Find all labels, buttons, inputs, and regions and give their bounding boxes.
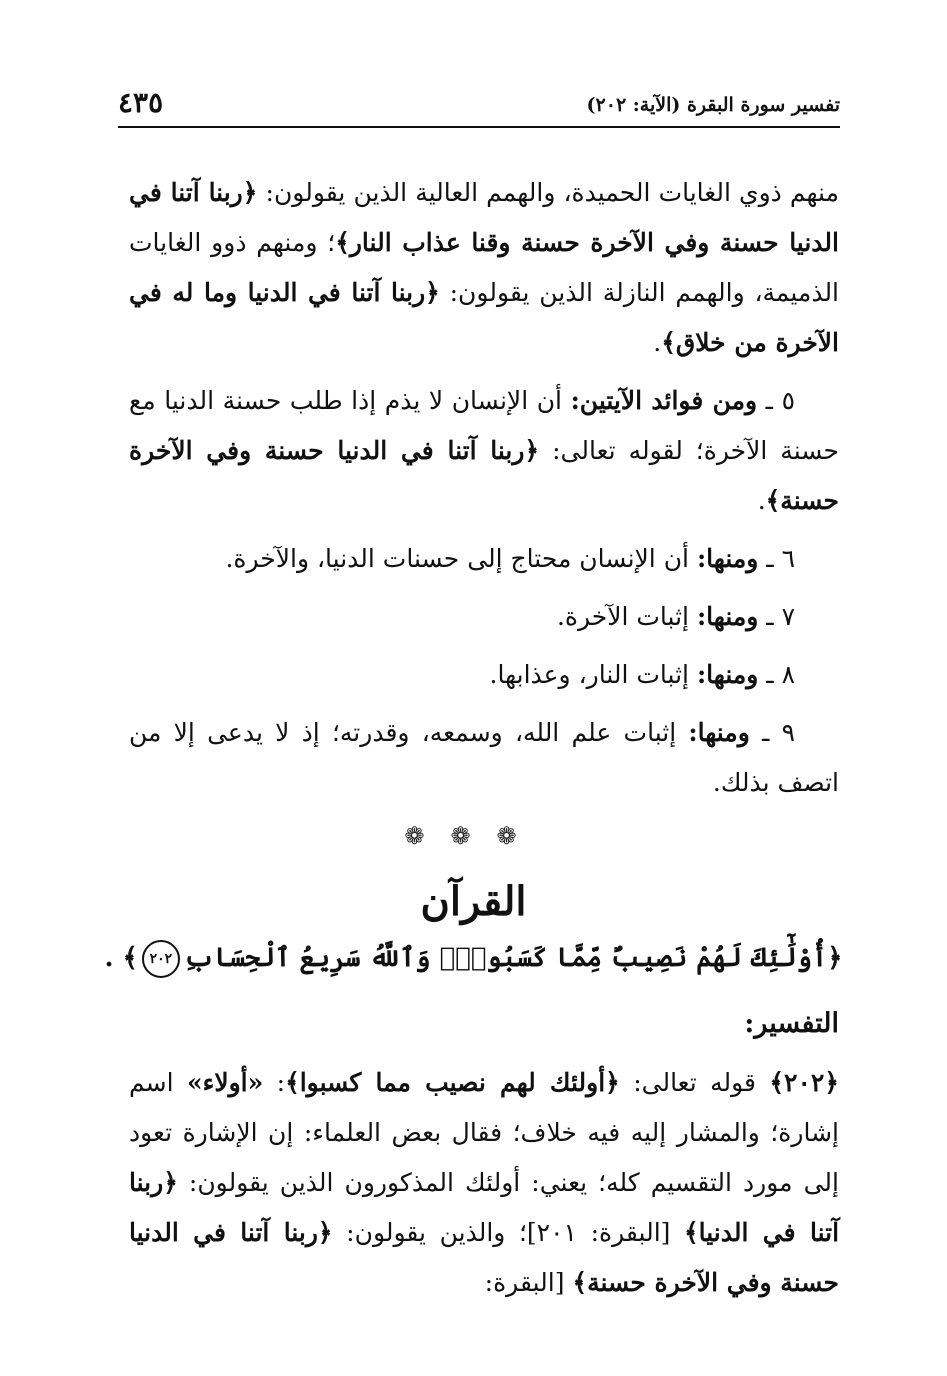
tafsir-heading: التفسير:	[744, 1008, 839, 1039]
section-separator: ❁❁❁	[404, 822, 543, 850]
item-number: ٧ ـ	[758, 602, 795, 631]
quote: ﴿ربنا آتنا في الدنيا حسنة وفي الآخرة حسنة وقنا عذاب النار﴾	[129, 178, 839, 257]
item-label: ومنها:	[688, 718, 750, 747]
verse-bracket-close: ﴾ .	[104, 943, 138, 973]
text: .	[653, 328, 662, 357]
tafsir-text	[129, 1058, 839, 1308]
paragraph-9	[129, 708, 839, 808]
quran-heading: القرآن	[420, 878, 527, 925]
text: .	[757, 486, 766, 515]
item-label: ومنها:	[696, 602, 759, 631]
item-number: ٨ ـ	[758, 660, 795, 689]
quote: ﴿ربنا آتنا في الدنيا وما له في الآخرة من خلاق﴾	[129, 278, 839, 357]
item-number: ٦ ـ	[758, 544, 795, 573]
verse-ref: ﴿٢٠٢﴾	[769, 1068, 839, 1097]
body-text	[129, 168, 839, 816]
verse-text: أُوْلَٰٓئِكَ لَهُمْ نَصِيبٌ مِّمَّا كَسَبُواْۚ وَٱللَّهُ سَرِيعُ ٱلْحِسَابِ	[183, 943, 828, 973]
verse-bracket-open: ﴿	[827, 943, 843, 973]
paragraph-8	[129, 650, 839, 700]
text: أن الإنسان محتاج إلى حسنات الدنيا، والآخرة.	[225, 544, 697, 573]
term: «أولاء»	[186, 1068, 264, 1097]
text: اسم إشارة؛ والمشار إليه فيه خلاف؛ فقال بعض العلماء: إن الإشارة تعود إلى مورد التقسيم كله؛ يعني: أولئك المذكورون الذين يقولون:	[129, 1068, 839, 1197]
quran-verse	[0, 940, 947, 978]
page-header	[118, 86, 840, 128]
page-number: ٤٣٥	[118, 86, 164, 119]
paragraph-5	[129, 376, 839, 526]
quote: ﴿ربنا آتنا في الدنيا حسنة وفي الآخرة حسنة﴾	[129, 436, 839, 515]
item-number: ٩ ـ	[749, 718, 796, 747]
text: إثبات علم الله، وسمعه، وقدرته؛ إذ لا يدعى إلا من اتصف بذلك.	[129, 718, 839, 797]
text: قوله تعالى:	[619, 1068, 770, 1097]
quote: ﴿أولئك لهم نصيب مما كسبوا﴾	[285, 1068, 620, 1097]
text: :	[263, 1068, 286, 1097]
text: [البقرة: ٢٠١]؛ والذين يقولون:	[332, 1218, 684, 1247]
item-label: ومنها:	[696, 544, 759, 573]
text: ؛ ومنهم ذوو الغايات الذميمة، والهمم النازلة الذين يقولون:	[129, 228, 840, 307]
ayah-number-mark: ٢٠٢	[142, 940, 180, 978]
text: إثبات النار، وعذابها.	[489, 660, 697, 689]
item-label: ومنها:	[696, 660, 759, 689]
text: [البقرة:	[484, 1268, 573, 1297]
running-title: تفسير سورة البقرة (الآية: ٢٠٢)	[586, 94, 840, 116]
text: أن الإنسان لا يذم إذا طلب حسنة الدنيا مع حسنة الآخرة؛ لقوله تعالى:	[129, 386, 839, 465]
text: منهم ذوي الغايات الحميدة، والهمم العالية الذين يقولون:	[257, 178, 839, 207]
quote: ﴿ربنا آتنا في الدنيا حسنة وفي الآخرة حسنة﴾	[129, 1218, 839, 1297]
text: إثبات الآخرة.	[556, 602, 697, 631]
tafsir-paragraph	[129, 1058, 839, 1308]
item-number: ٥ ـ	[757, 386, 795, 415]
paragraph-1	[129, 168, 839, 368]
item-label: ومن فوائد الآيتين:	[570, 386, 758, 415]
quote: ﴿ربنا آتنا في الدنيا﴾	[129, 1168, 840, 1247]
paragraph-6	[129, 534, 839, 584]
paragraph-7	[129, 592, 839, 642]
